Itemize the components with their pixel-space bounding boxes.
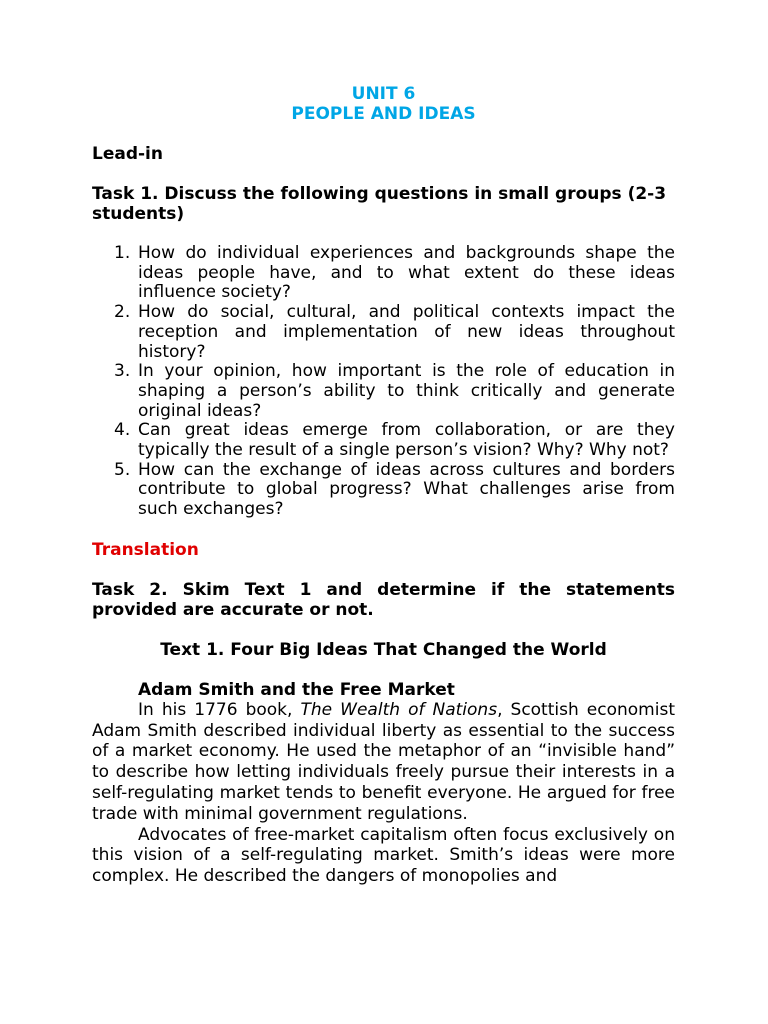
question-text: In your opinion, how important is the role of education in shaping a person’s ability to think critically and generate original ideas? <box>138 361 675 421</box>
question-text: How can the exchange of ideas across cultures and borders contribute to global progress? What challenges arise from such exchanges? <box>138 459 675 520</box>
lead-in-heading: Lead-in <box>92 144 163 164</box>
translation-heading: Translation <box>92 539 199 560</box>
book-title: The Wealth of Nations <box>300 699 498 720</box>
task1-heading: Task 1. Discuss the following questions in small groups (2-3 students) <box>92 184 667 224</box>
question-item <box>92 362 675 421</box>
paragraph-1 <box>92 700 675 825</box>
paragraph-1-rest: , Scottish economist Adam Smith described individual liberty as essential to the success of a market economy. He used the metaphor of an “invisible hand” to describe how letting individuals freely pursue their interests in a self-regulating market tends to benefit everyone. He argued for free trade with minimal government regulations. <box>92 699 675 824</box>
unit-title: PEOPLE AND IDEAS <box>291 104 476 124</box>
question-number: 2. <box>114 302 131 323</box>
question-number: 1. <box>114 243 131 263</box>
question-item <box>92 461 675 520</box>
question-item <box>92 244 675 303</box>
document-content <box>92 84 675 887</box>
section-heading: Adam Smith and the Free Market <box>138 679 455 700</box>
question-number: 4. <box>114 420 131 441</box>
unit-number: UNIT 6 <box>351 84 416 104</box>
discussion-questions <box>92 244 675 520</box>
question-number: 3. <box>114 361 131 382</box>
task2-heading: Task 2. Skim Text 1 and determine if the statements provided are accurate or not. <box>92 579 675 620</box>
paragraph-1-start: In his 1776 book, <box>138 699 301 720</box>
question-number: 5. <box>114 459 131 480</box>
question-text: Can great ideas emerge from collaboration, or are they typically the result of a single person’s vision? Why? Why not? <box>138 420 675 461</box>
question-text: How do social, cultural, and political contexts impact the reception and implementation of new ideas throughout history? <box>138 302 675 362</box>
paragraph-2: Advocates of free-market capitalism often focus exclusively on this vision of a self-regulating market. Smith’s ideas were more complex. He described the dangers of monopolies and <box>92 824 675 887</box>
question-item <box>92 421 675 460</box>
question-item <box>92 303 675 362</box>
text1-title: Text 1. Four Big Ideas That Changed the World <box>160 639 607 660</box>
question-text: How do individual experiences and backgrounds shape the ideas people have, and to what extent do these ideas influence society? <box>138 243 675 303</box>
